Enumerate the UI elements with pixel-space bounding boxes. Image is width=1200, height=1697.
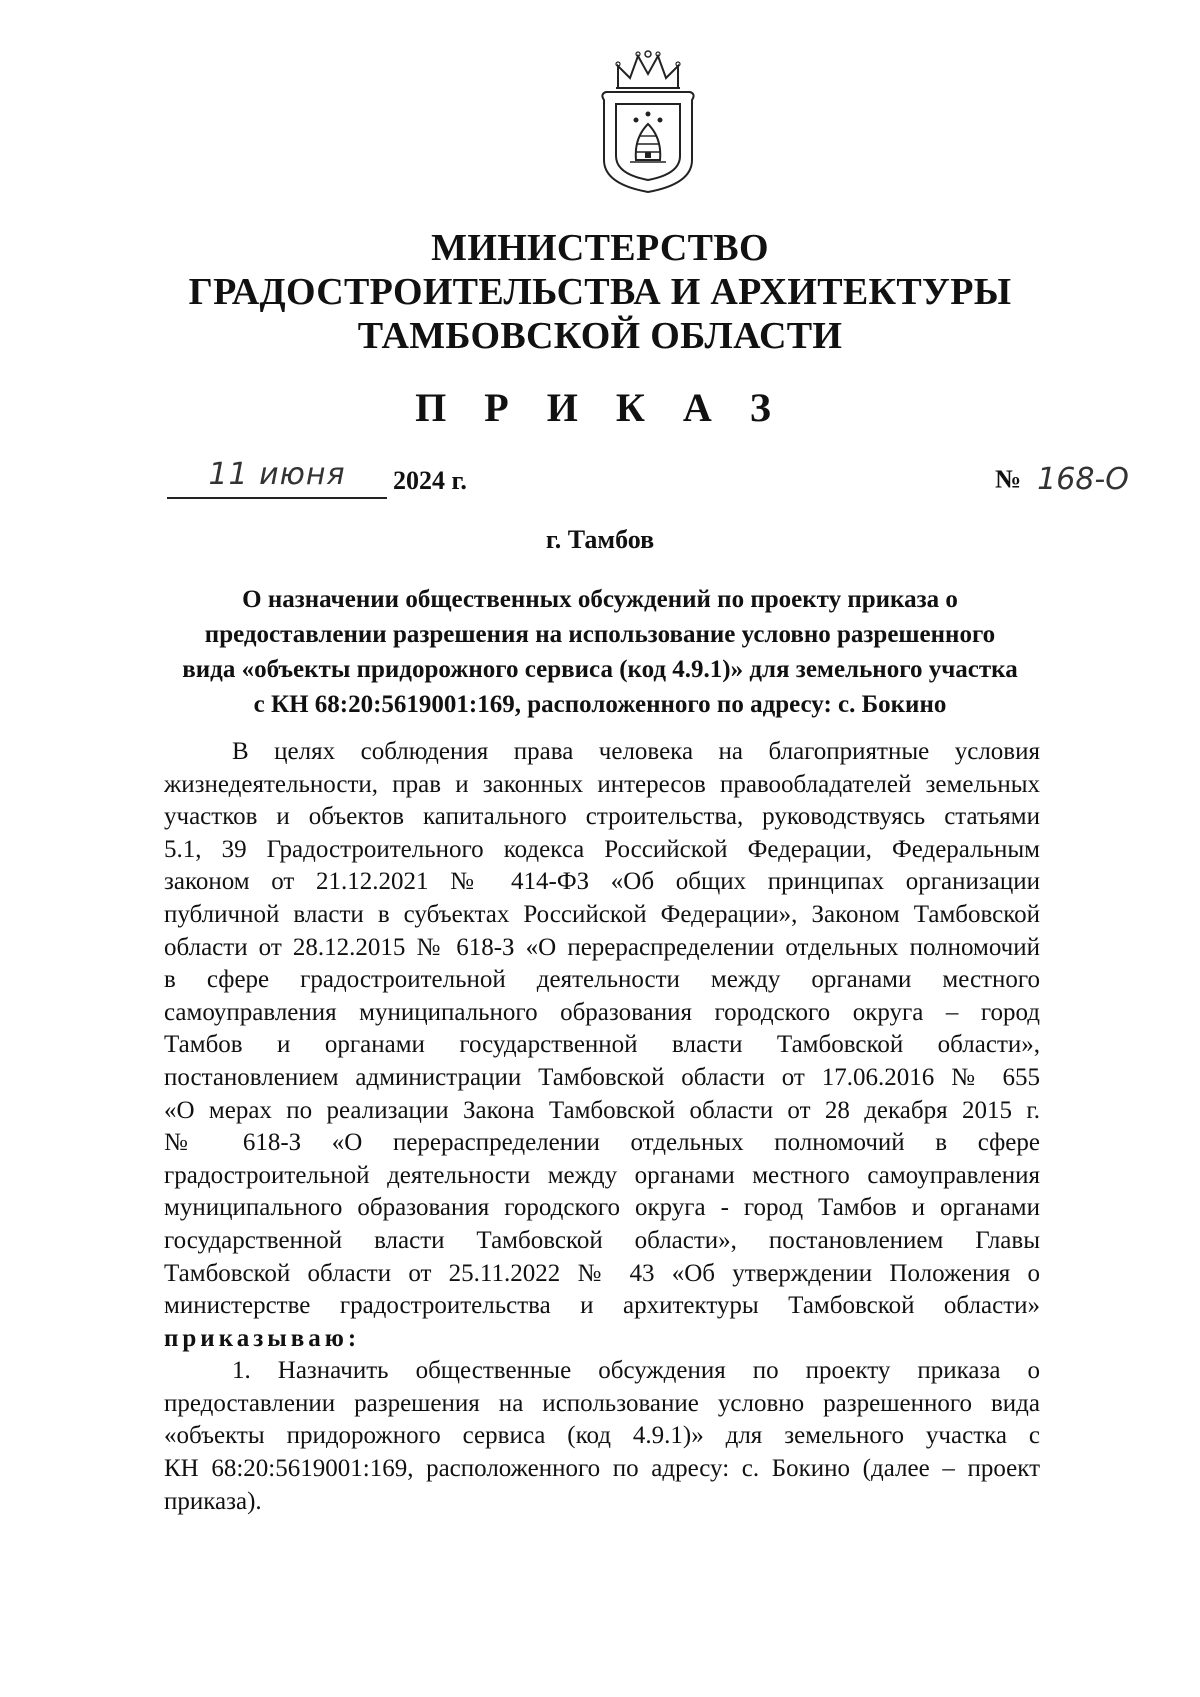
body-line: участков и объектов капитального строительства, руководствуясь статьями [164,803,1040,831]
body-line: муниципального образования городского округа - город Тамбов и органами [164,1194,1040,1222]
body-line: законом от 21.12.2021 № 414-ФЗ «Об общих принципах организации [164,868,1040,896]
heading-line-4: с КН 68:20:5619001:169, расположенного по адресу: с. Бокино [253,691,947,718]
number-sign: № [995,464,1022,494]
ministry-title [150,226,1050,358]
body-line: В целях соблюдения права человека на благоприятные условия [232,738,1040,765]
body-line: в сфере градостроительной деятельности между органами местного [164,966,1040,994]
tambov-coat-of-arms-icon [596,48,700,194]
date-underline [167,497,387,499]
body-line: 5.1, 39 Градостроительного кодекса Российской Федерации, Федеральным [164,835,1040,863]
heading-line-2: предоставлении разрешения на использование условно разрешенного [204,621,996,648]
handwritten-date: 11 июня [208,457,346,492]
item-1-line: КН 68:20:5619001:169, расположенного по адресу: с. Бокино (далее – проект [164,1455,1040,1483]
body-line: градостроительной деятельности между органами местного самоуправления [164,1161,1040,1189]
order-word: приказываю: [164,1324,361,1352]
date-year: 2024 г. [393,466,467,495]
body-line: жизнедеятельности, прав и законных интересов правообладателей земельных [164,770,1040,798]
body-line: самоуправления муниципального образования городского округа – город [164,998,1040,1026]
body-line: государственной власти Тамбовской области», постановлением Главы [164,1226,1040,1254]
document-type: П Р И К А З [415,385,785,430]
body-line: «О мерах по реализации Закона Тамбовской области от 28 декабря 2015 г. [164,1096,1040,1124]
ministry-title-line-2: ГРАДОСТРОИТЕЛЬСТВА И АРХИТЕКТУРЫ [188,271,1012,313]
document-city: г. Тамбов [545,525,655,554]
body-line: министерстве градостроительства и архитектуры Тамбовской области» [164,1292,1040,1320]
body-line: публичной власти в субъектах Российской Федерации», Законом Тамбовской [164,900,1040,928]
document-number [995,462,1129,510]
handwritten-number: 168-О [1037,462,1129,497]
heading-line-1: О назначении общественных обсуждений по проекту приказа о [242,586,958,613]
body-line: области от 28.12.2015 № 618-З «О перераспределении отдельных полномочий [164,933,1040,961]
body-line: постановлением администрации Тамбовской области от 17.06.2016 № 655 [164,1063,1040,1091]
body-line: Тамбовской области от 25.11.2022 № 43 «Об утверждении Положения о [164,1259,1040,1287]
document-heading [160,582,1040,722]
document-body [164,736,1040,1518]
heading-line-3: вида «объекты придорожного сервиса (код 4.9.1)» для земельного участка [182,656,1018,683]
item-1-line: предоставлении разрешения на использование условно разрешенного вида [164,1389,1040,1417]
item-1-line: 1. Назначить общественные обсуждения по проекту приказа о [232,1357,1040,1385]
ministry-title-line-1: МИНИСТЕРСТВО [431,227,769,269]
ministry-title-line-3: ТАМБОВСКОЙ ОБЛАСТИ [357,315,843,357]
body-line: Тамбов и органами государственной власти Тамбовской области», [164,1031,1040,1059]
document-date [167,457,587,505]
item-1-line: «объекты придорожного сервиса (код 4.9.1)» для земельного участка с [164,1422,1040,1450]
item-1-line: приказа). [164,1487,262,1515]
body-line: № 618-З «О перераспределении отдельных полномочий в сфере [164,1129,1040,1157]
